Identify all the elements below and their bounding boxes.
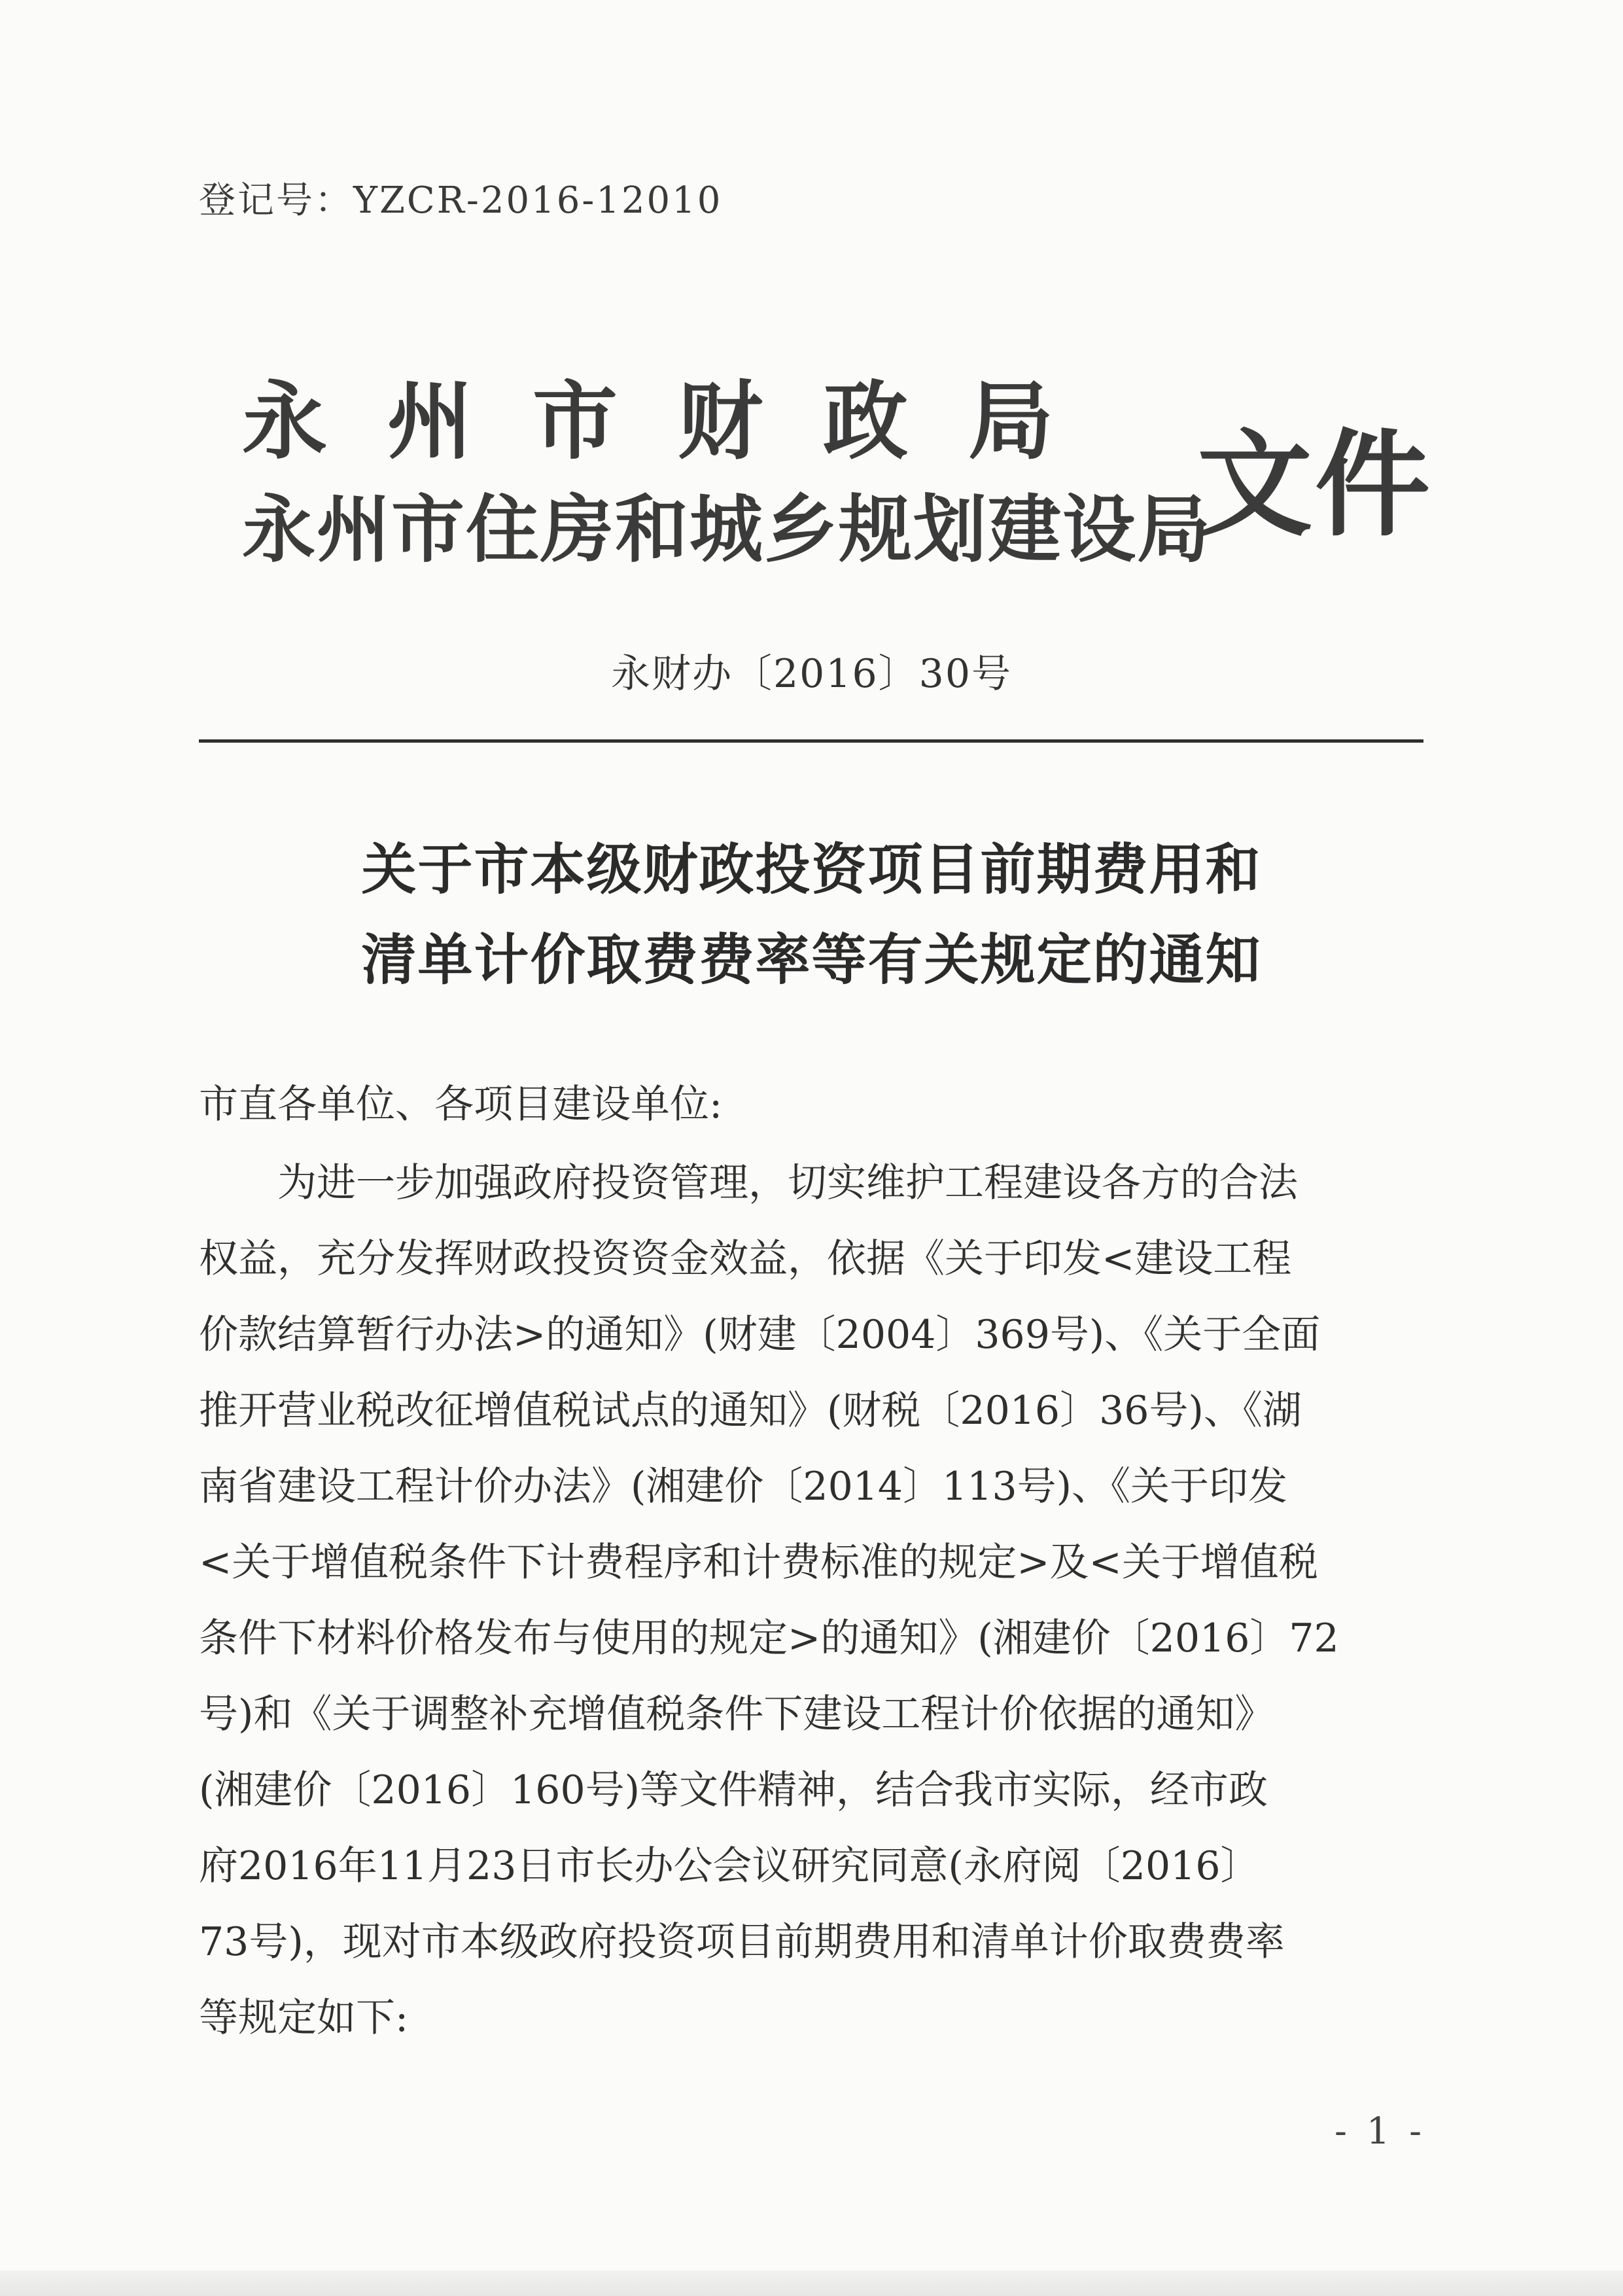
document-word: 文件 bbox=[1197, 418, 1433, 552]
body-line: (湘建价〔2016〕160号)等文件精神，结合我市实际，经市政 bbox=[199, 1767, 1268, 1813]
body-line: 价款结算暂行办法>的通知》(财建〔2004〕369号)、《关于全面 bbox=[199, 1312, 1321, 1358]
body-line: 府2016年11月23日市长办公会议研究同意(永府阅〔2016〕 bbox=[199, 1843, 1260, 1889]
body-line: 73号)，现对市本级政府投资项目前期费用和清单计价取费费率 bbox=[199, 1919, 1285, 1965]
body-line: 推开营业税改征增值税试点的通知》(财税〔2016〕36号)、《湖 bbox=[199, 1388, 1302, 1434]
notice-title-line-1: 关于市本级财政投资项目前期费用和 bbox=[361, 838, 1262, 902]
body-line: 条件下材料价格发布与使用的规定>的通知》(湘建价〔2016〕72 bbox=[199, 1616, 1339, 1661]
page-number: - 1 - bbox=[1335, 2110, 1426, 2153]
scan-bottom-edge bbox=[0, 2270, 1623, 2296]
notice-title-line-2: 清单计价取费费率等有关规定的通知 bbox=[361, 928, 1262, 992]
document-number: 永财办〔2016〕30号 bbox=[610, 651, 1013, 697]
document-header bbox=[242, 353, 1433, 573]
body-line: 为进一步加强政府投资管理，切实维护工程建设各方的合法 bbox=[199, 1160, 1298, 1206]
body-line: <关于增值税条件下计费程序和计费标准的规定>及<关于增值税 bbox=[199, 1540, 1318, 1585]
issuer-finance-bureau: 永州市财政局 bbox=[242, 372, 1114, 471]
body-line: 号)和《关于调整补充增值税条件下建设工程计价依据的通知》 bbox=[199, 1691, 1274, 1737]
body-line: 南省建设工程计价办法》(湘建价〔2014〕113号)、《关于印发 bbox=[199, 1464, 1288, 1510]
header-divider bbox=[199, 739, 1423, 743]
body-paragraph bbox=[199, 1145, 1429, 2056]
issuer-housing-bureau: 永州市住房和城乡规划建设局 bbox=[242, 487, 1212, 573]
body-line: 权益，充分发挥财政投资资金效益，依据《关于印发<建设工程 bbox=[199, 1236, 1292, 1282]
registration-number: 登记号：YZCR-2016-12010 bbox=[199, 179, 723, 222]
body-line: 等规定如下: bbox=[199, 1995, 409, 2041]
salutation: 市直各单位、各项目建设单位: bbox=[199, 1082, 723, 1127]
